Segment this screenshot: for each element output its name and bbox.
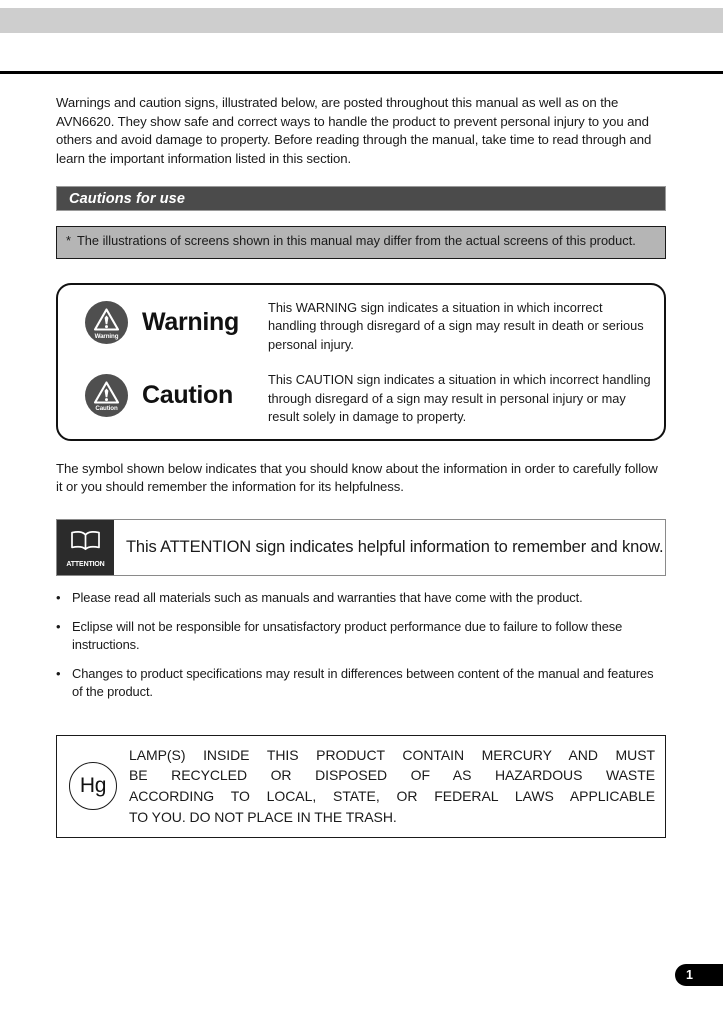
mercury-text-line: BE RECYCLED OR DISPOSED OF AS HAZARDOUS WASTE: [129, 767, 655, 784]
warning-description: This WARNING sign indicates a situation in which incorrect handling through disregard of a sign may result in death or serious personal injury.: [268, 299, 644, 352]
note-marker: *: [66, 233, 71, 249]
mercury-symbol: [66, 762, 120, 810]
caution-sign-left: [68, 370, 268, 420]
mercury-text-line: LAMP(S) INSIDE THIS PRODUCT CONTAIN MERCURY AND MUST: [129, 746, 655, 763]
note-text: The illustrations of screens shown in this manual may differ from the actual screens of this product.: [76, 233, 636, 249]
notices-bullet-list: [56, 589, 666, 702]
bullet-marker-icon: •: [56, 590, 61, 606]
bullet-marker-icon: •: [56, 618, 61, 634]
intro-paragraph: Warnings and caution signs, illustrated below, are posted throughout this manual as well as on the AVN6620. They show safe and correct ways to handle the product to prevent personal injury to you and others and avoid damage to property. Before reading through the manual, take time to read through and learn the important information listed in this section.: [56, 95, 652, 166]
mercury-hg-icon: Hg: [69, 762, 117, 810]
caution-sign-row: [68, 370, 654, 427]
bullet-marker-icon: •: [56, 665, 61, 681]
caution-icon-caption: Caution: [95, 405, 118, 413]
list-item-text: Changes to product specifications may result in differences between content of the manual and features of the product.: [72, 665, 654, 700]
mercury-warning-text: [120, 745, 655, 828]
list-item-text: Eclipse will not be responsible for unsatisfactory product performance due to failure to follow these instructions.: [72, 618, 623, 653]
page-header-rule: [0, 71, 723, 74]
caution-description: This CAUTION sign indicates a situation in which incorrect handling through disregard of a sign may result in personal injury or may result solely in damage to property.: [268, 372, 651, 425]
page-header-band: [0, 8, 723, 33]
warning-icon-caption: Warning: [94, 332, 119, 340]
attention-text: This ATTENTION sign indicates helpful information to remember and know.: [126, 538, 664, 557]
symbol-note-paragraph: The symbol shown below indicates that you should know about the information in order to carefully follow it or you should remember the information for its helpfulness.: [56, 460, 658, 495]
mercury-text-line: ACCORDING TO LOCAL, STATE, OR FEDERAL LAWS APPLICABLE: [129, 788, 655, 805]
section-title-label: Cautions for use: [69, 190, 185, 207]
attention-book-icon: [57, 520, 114, 575]
caution-triangle-icon: [85, 374, 128, 417]
warning-caution-box: [56, 283, 666, 441]
list-item: [56, 665, 666, 702]
caution-label: Caution: [142, 380, 233, 409]
warning-triangle-icon: [85, 301, 128, 344]
mercury-text-line: TO YOU. DO NOT PLACE IN THE TRASH.: [129, 808, 397, 825]
page-number: 1: [686, 968, 693, 982]
list-item: [56, 618, 666, 655]
warning-sign-left: [68, 298, 268, 348]
warning-sign-row: [68, 298, 654, 355]
warning-label: Warning: [142, 308, 239, 337]
page-number-badge: [675, 964, 723, 986]
section-title-bar: [56, 186, 666, 211]
mercury-warning-box: [56, 735, 666, 838]
list-item: [56, 589, 666, 608]
page-content: [56, 94, 666, 838]
screens-disclaimer-note: [56, 226, 666, 259]
attention-box: [56, 519, 666, 576]
attention-icon-caption: ATTENTION: [66, 561, 105, 569]
list-item-text: Please read all materials such as manuals and warranties that have come with the product.: [72, 590, 583, 606]
